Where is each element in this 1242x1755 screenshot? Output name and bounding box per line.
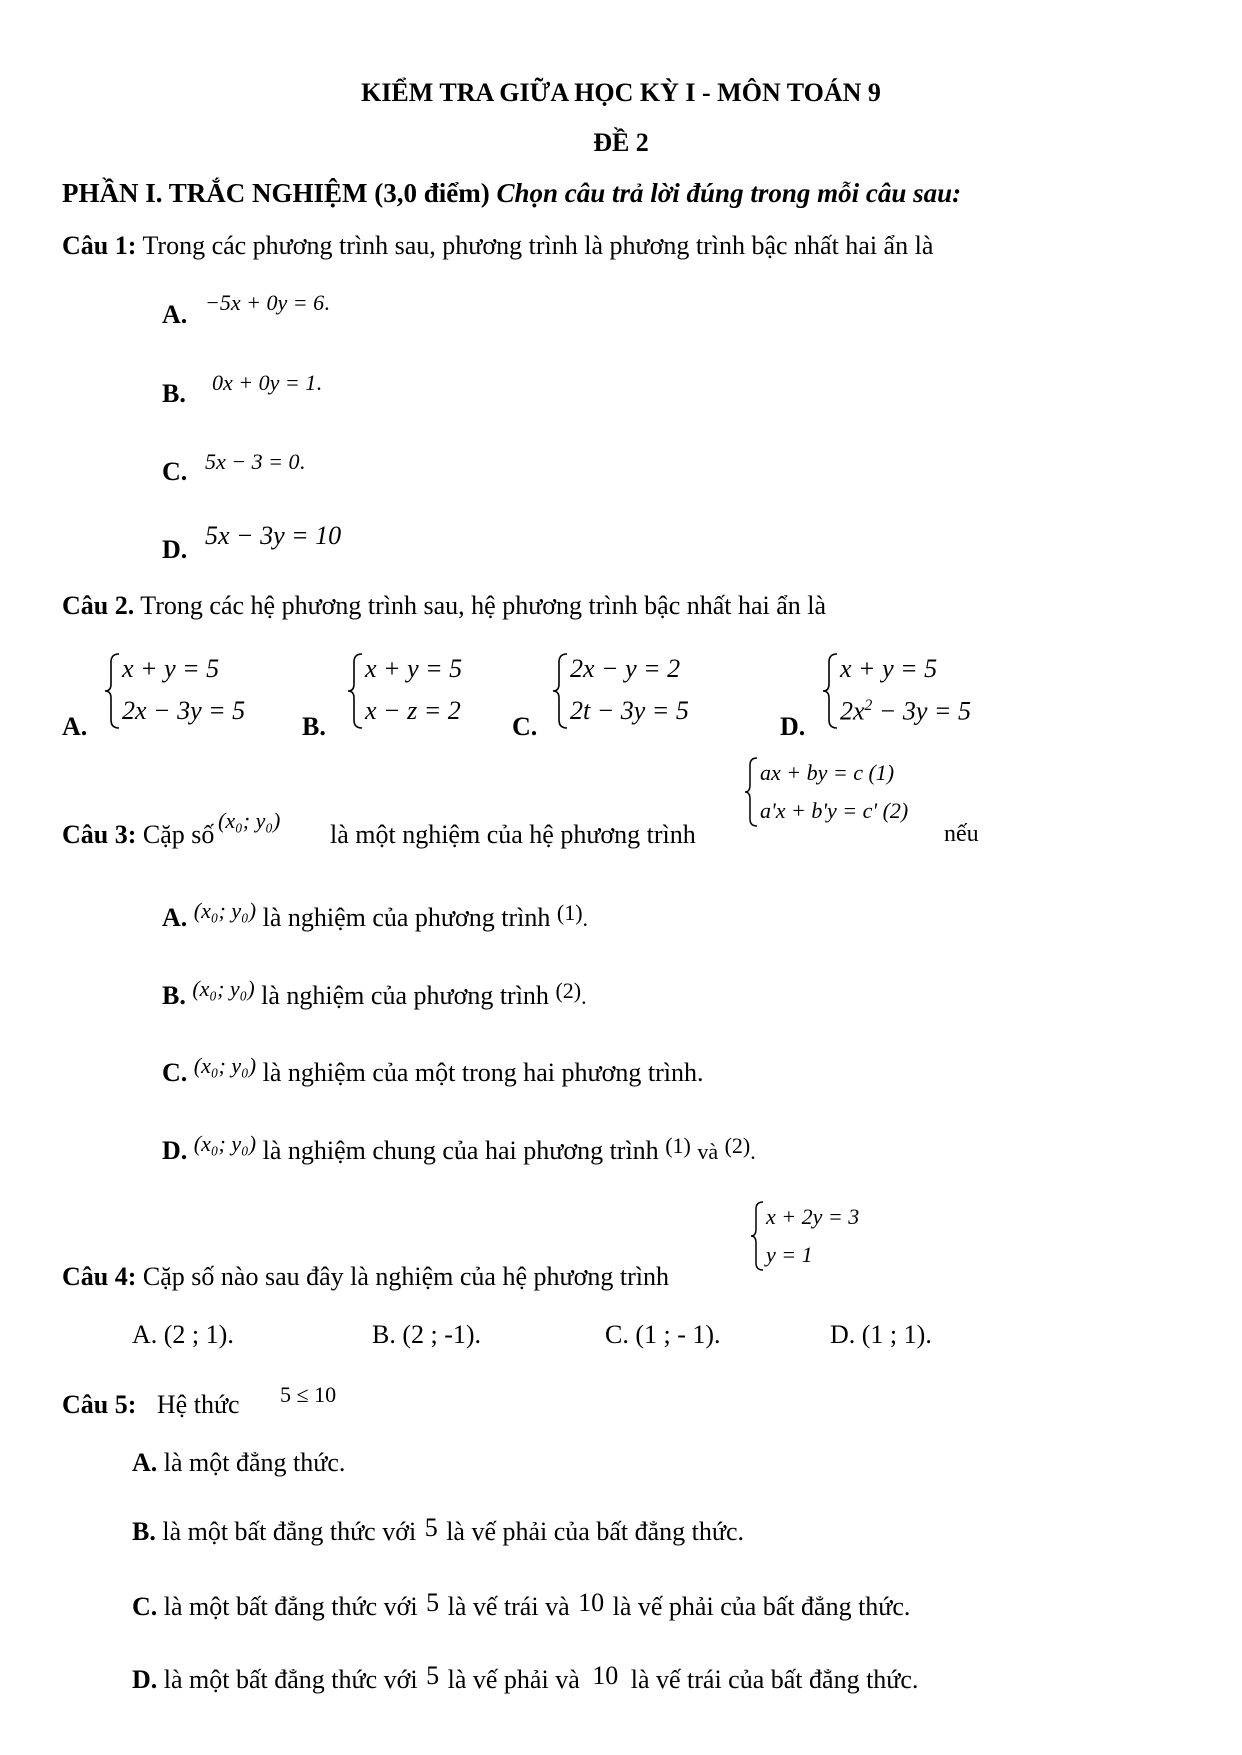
term: 2x — [840, 696, 865, 726]
option-text: là nghiệm của một trong hai phương trình. — [262, 1058, 704, 1087]
option-text: là vế trái của bất đẳng thức. — [630, 1665, 919, 1694]
q3-option-b — [162, 976, 587, 1010]
brace-icon — [820, 652, 840, 730]
punct: . — [750, 1139, 756, 1164]
q5-option-a — [132, 1450, 345, 1476]
option-letter: C. — [162, 1058, 188, 1087]
q1-option-d — [162, 537, 187, 563]
q5-label: Câu 5: — [62, 1390, 137, 1419]
number: 10 — [578, 1588, 605, 1617]
equation-ref: (2) — [555, 978, 582, 1003]
punct: . — [581, 984, 587, 1009]
equation-row — [840, 698, 971, 725]
equation-ref: (2) — [724, 1133, 751, 1158]
brace-icon — [742, 756, 760, 828]
q4-option-a: A. (2 ; 1). — [132, 1320, 234, 1349]
equation-row: x − z = 2 — [365, 696, 461, 725]
punct: . — [582, 906, 589, 931]
equation-row: 2x − 3y = 5 — [122, 696, 246, 725]
number: 5 — [426, 1588, 440, 1617]
option-text: là nghiệm chung của hai phương trình — [262, 1136, 659, 1165]
q1-label: Câu 1: — [62, 231, 137, 260]
part1-label: PHẦN I. TRẮC NGHIỆM (3,0 điểm) — [62, 178, 490, 208]
option-letter: D. — [162, 535, 188, 564]
option-letter: B. — [132, 1517, 156, 1546]
q5-option-d — [132, 1661, 919, 1694]
q2-option-a-system — [102, 652, 302, 730]
q3-system — [742, 756, 942, 828]
equation-ref: (1) — [556, 900, 583, 925]
q2-option-a-letter: A. — [62, 712, 88, 741]
number: 5 — [426, 1661, 440, 1690]
pair: (x₀; y₀) — [193, 1131, 257, 1156]
punct: . — [316, 370, 322, 395]
exam-title: KIỂM TRA GIỮA HỌC KỲ I - MÔN TOÁN 9 — [361, 78, 881, 107]
q2-stem — [62, 593, 826, 619]
part1-heading — [62, 180, 961, 207]
option-letter: D. — [162, 1136, 188, 1165]
term: − 3y = 5 — [872, 696, 971, 726]
option-letter: B. — [162, 981, 186, 1010]
q1-option-b — [162, 381, 186, 407]
option-text: là vế phải của bất đẳng thức. — [446, 1517, 744, 1546]
option-letter: A. — [162, 903, 188, 932]
q1-option-a-math — [205, 292, 330, 314]
q3-stem — [62, 822, 214, 848]
q4-option-b: B. (2 ; -1). — [372, 1320, 482, 1349]
q4-option-c: C. (1 ; - 1). — [605, 1320, 721, 1349]
q2-option-d-system — [820, 652, 1050, 730]
equation-row: x + y = 5 — [840, 654, 938, 683]
option-letter: D. — [132, 1665, 158, 1694]
q4-system — [748, 1200, 908, 1272]
q1-option-c — [162, 459, 187, 485]
punct: . — [299, 449, 305, 474]
number: 10 — [592, 1661, 619, 1690]
pair: (x₀; y₀) — [193, 1053, 257, 1078]
part1-instruction: Chọn câu trả lời đúng trong mỗi câu sau: — [496, 178, 962, 208]
option-letter: C. — [162, 457, 188, 486]
option-letter: B. — [162, 379, 186, 408]
equation-row: ax + by = c (1) — [760, 760, 895, 785]
q4-text: Cặp số nào sau đây là nghiệm của hệ phương trình — [142, 1262, 669, 1291]
brace-icon — [748, 1200, 766, 1272]
q3-text1: Cặp số — [142, 820, 215, 849]
q5-text: Hệ thức — [156, 1390, 240, 1419]
math-expr: −5x + 0y = 6 — [205, 290, 325, 315]
equation-row: y = 1 — [766, 1242, 813, 1267]
brace-icon — [550, 652, 570, 730]
q3-label: Câu 3: — [62, 820, 137, 849]
q5-stem — [62, 1392, 240, 1418]
q5-math: 5 ≤ 10 — [280, 1382, 337, 1407]
option-text: là vế phải và — [447, 1665, 580, 1694]
option-text: là một đẳng thức. — [163, 1448, 346, 1477]
q3-text3: nếu — [944, 821, 979, 847]
punct: . — [324, 290, 330, 315]
q2-option-c-letter: C. — [512, 712, 538, 741]
pair: (x₀; y₀) — [193, 898, 257, 923]
exponent: 2 — [864, 697, 873, 714]
q4-option-d: D. (1 ; 1). — [830, 1320, 932, 1349]
q1-option-a — [162, 302, 187, 328]
option-text: là vế phải của bất đẳng thức. — [612, 1592, 911, 1621]
option-text: là một bất đẳng thức với — [163, 1665, 418, 1694]
q1-text: Trong các phương trình sau, phương trình là phương trình bậc nhất hai ẩn là — [142, 231, 934, 260]
brace-icon — [345, 652, 365, 730]
q1-option-d-math — [205, 523, 341, 549]
option-letter: A. — [132, 1448, 158, 1477]
q4-label: Câu 4: — [62, 1262, 137, 1291]
exam-subtitle: ĐỀ 2 — [593, 128, 649, 157]
equation-row: x + 2y = 3 — [766, 1204, 860, 1229]
option-text: là vế trái và — [447, 1592, 570, 1621]
equation-row: 2t − 3y = 5 — [570, 696, 689, 725]
q5-option-b — [132, 1513, 744, 1546]
q1-stem — [62, 233, 933, 259]
number: 5 — [424, 1513, 438, 1542]
equation-ref: (1) — [665, 1133, 691, 1158]
q4-stem — [62, 1264, 669, 1290]
equation-row: x + y = 5 — [122, 654, 220, 683]
option-text: là nghiệm của phương trình — [261, 981, 549, 1010]
math-expr: 5x − 3 = 0 — [205, 449, 300, 474]
q5-option-c — [132, 1588, 911, 1621]
q1-option-c-math — [205, 451, 305, 473]
option-text: là một bất đẳng thức với — [162, 1517, 417, 1546]
q1-option-b-math — [212, 372, 322, 394]
conjunction: và — [697, 1139, 719, 1164]
q2-option-c-system — [550, 652, 770, 730]
q3-text2: là một nghiệm của hệ phương trình — [330, 820, 696, 849]
option-text: là một bất đẳng thức với — [163, 1592, 418, 1621]
q3-option-a — [162, 898, 589, 932]
q2-option-d-letter: D. — [780, 712, 806, 741]
q2-label: Câu 2. — [62, 591, 135, 620]
option-text: là nghiệm của phương trình — [262, 903, 551, 932]
pair: (x₀; y₀) — [192, 976, 255, 1001]
q2-text: Trong các hệ phương trình sau, hệ phương trình bậc nhất hai ẩn là — [140, 591, 827, 620]
brace-icon — [102, 652, 122, 730]
math-expr: 0x + 0y = 1 — [212, 370, 317, 395]
q3-option-c — [162, 1053, 704, 1087]
equation-row: 2x − y = 2 — [570, 654, 681, 683]
q3-option-d — [162, 1131, 756, 1165]
option-letter: C. — [132, 1592, 158, 1621]
q3-pair: (x₀; y₀) — [218, 808, 281, 833]
equation-row: a'x + b'y = c' (2) — [760, 798, 909, 823]
q2-option-b-letter: B. — [302, 712, 326, 741]
math-expr: 5x − 3y = 10 — [205, 521, 342, 550]
option-letter: A. — [162, 300, 188, 329]
equation-row: x + y = 5 — [365, 654, 463, 683]
